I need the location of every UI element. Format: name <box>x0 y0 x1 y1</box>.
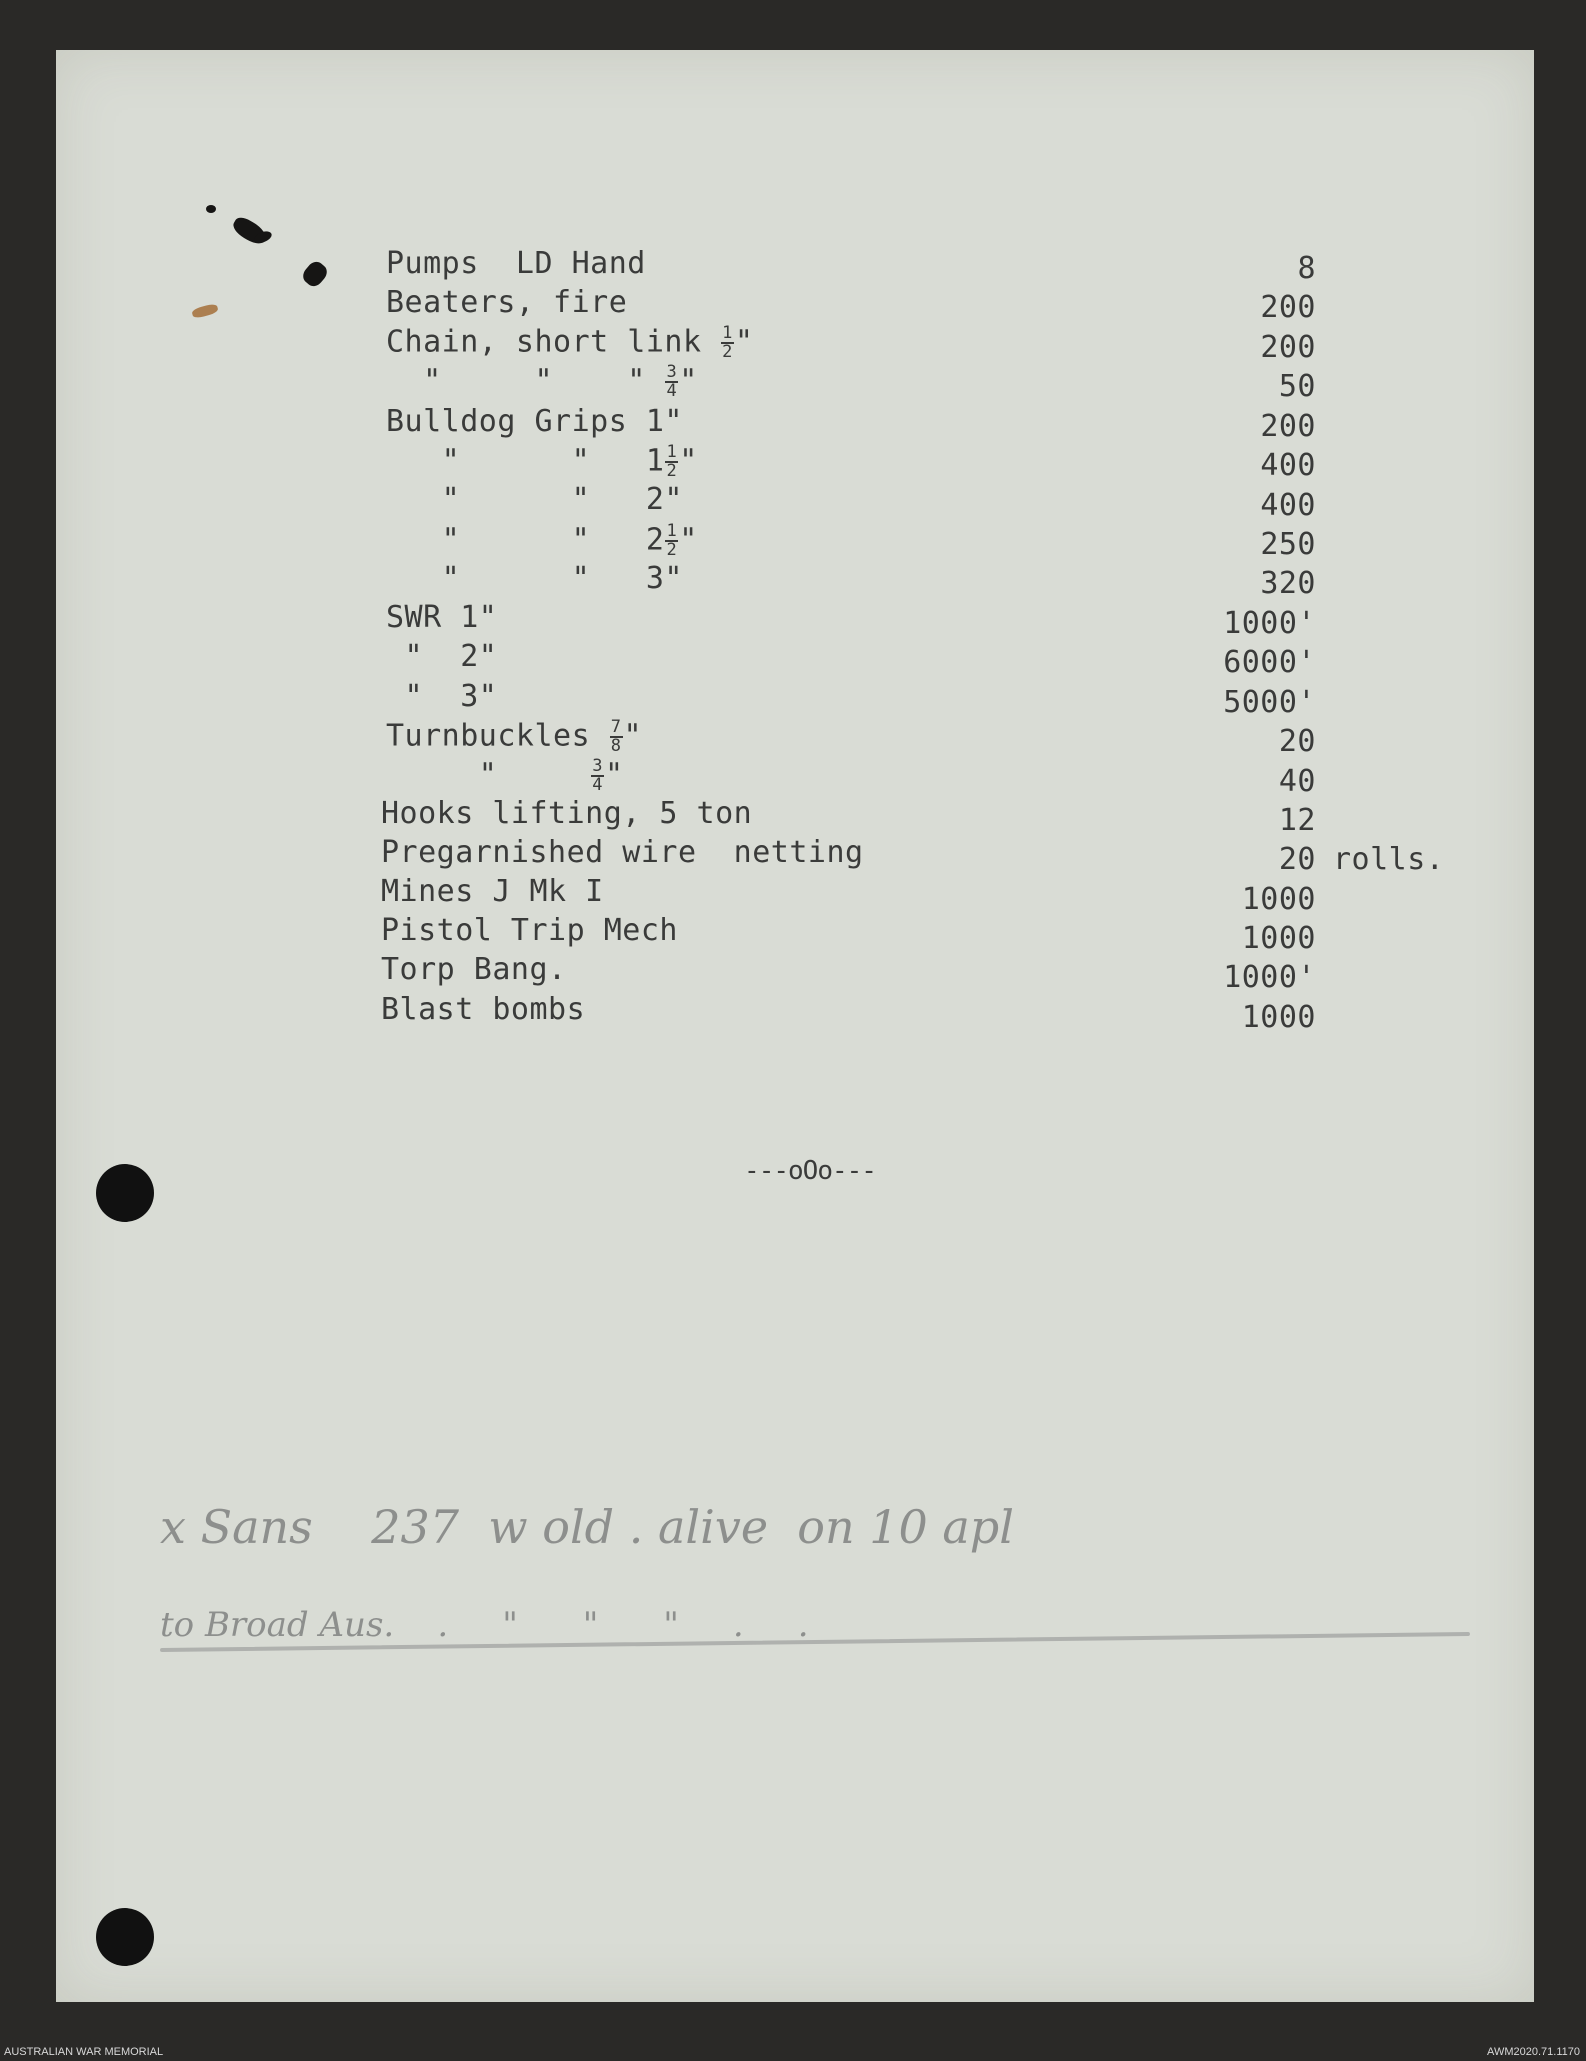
list-item-label: Pumps LD Hand <box>386 246 646 281</box>
handwritten-note-line-1: x Sans 237 w old . alive on 10 apl <box>160 1500 1014 1554</box>
archive-reference: AWM2020.71.1170 <box>1487 2046 1580 2058</box>
list-item-label: " " 1 $\frac{1}{2}$ " <box>386 442 698 481</box>
list-item-quantity: 5000' <box>1223 685 1316 720</box>
list-item-label: " " 2 $\frac{1}{2}$ " <box>386 521 698 560</box>
list-item-unit: rolls. <box>1333 842 1445 877</box>
list-item-quantity: 6000' <box>1223 645 1316 680</box>
list-item-label: " 3" <box>386 679 498 714</box>
list-item-label: Beaters, fire <box>386 285 628 320</box>
section-divider: ---oOo--- <box>744 1156 876 1186</box>
list-item-quantity: 1000' <box>1223 606 1316 641</box>
fraction: $\frac{7}{8}$ <box>610 717 622 756</box>
list-item-label: SWR 1" <box>386 600 498 635</box>
list-item-quantity: 50 <box>1278 369 1316 404</box>
list-item-label: " " " $\frac{3}{4}$ " <box>386 362 698 401</box>
list-item-label: Pregarnished wire netting <box>381 835 864 870</box>
fraction: $\frac{1}{2}$ <box>722 323 733 362</box>
punch-hole <box>96 1908 154 1966</box>
list-item-label: Pistol Trip Mech <box>381 913 678 948</box>
list-item-quantity: 12 <box>1278 803 1316 838</box>
list-item-label: Hooks lifting, 5 ton <box>381 796 753 831</box>
list-item-label: " 2" <box>386 639 498 674</box>
list-item-quantity: 20 <box>1278 724 1316 759</box>
list-item-quantity: 20 <box>1278 842 1316 877</box>
list-item-quantity: 200 <box>1260 330 1316 365</box>
list-item-quantity: 1000' <box>1223 960 1316 995</box>
punch-hole <box>96 1164 154 1222</box>
list-item-quantity: 1000 <box>1241 921 1316 956</box>
list-item-label: " " 3" <box>386 561 683 596</box>
fraction: $\frac{3}{4}$ <box>592 756 603 795</box>
list-item-quantity: 250 <box>1260 527 1316 562</box>
list-item-quantity: 200 <box>1260 290 1316 325</box>
fraction: $\frac{1}{2}$ <box>666 442 678 481</box>
list-item-quantity: 8 <box>1297 251 1316 286</box>
list-item-label: Blast bombs <box>381 992 586 1027</box>
list-item-label: Bulldog Grips 1" <box>386 404 683 439</box>
list-item-label: Mines J Mk I <box>381 874 604 909</box>
list-item-quantity: 320 <box>1260 566 1316 601</box>
fraction: $\frac{3}{4}$ <box>666 362 678 401</box>
list-item-quantity: 1000 <box>1241 882 1316 917</box>
list-item-quantity: 400 <box>1260 448 1316 483</box>
list-item-label: Torp Bang. <box>381 952 567 987</box>
archive-credit: AUSTRALIAN WAR MEMORIAL <box>4 2046 164 2058</box>
list-item-label: " $\frac{3}{4}$ " <box>386 756 624 795</box>
fraction: $\frac{1}{2}$ <box>666 521 678 560</box>
handwritten-note-line-2: to Broad Aus. . " " " . . <box>160 1605 809 1645</box>
paper-tear <box>206 205 216 213</box>
list-item-label: " " 2" <box>386 482 683 517</box>
list-item-quantity: 400 <box>1260 488 1316 523</box>
list-item-label: Turnbuckles $\frac{7}{8}$ " <box>386 717 643 756</box>
list-item-quantity: 40 <box>1278 764 1316 799</box>
list-item-label: Chain, short link $\frac{1}{2}$ " <box>386 323 754 362</box>
list-item-quantity: 1000 <box>1241 1000 1316 1035</box>
list-item-quantity: 200 <box>1260 409 1316 444</box>
